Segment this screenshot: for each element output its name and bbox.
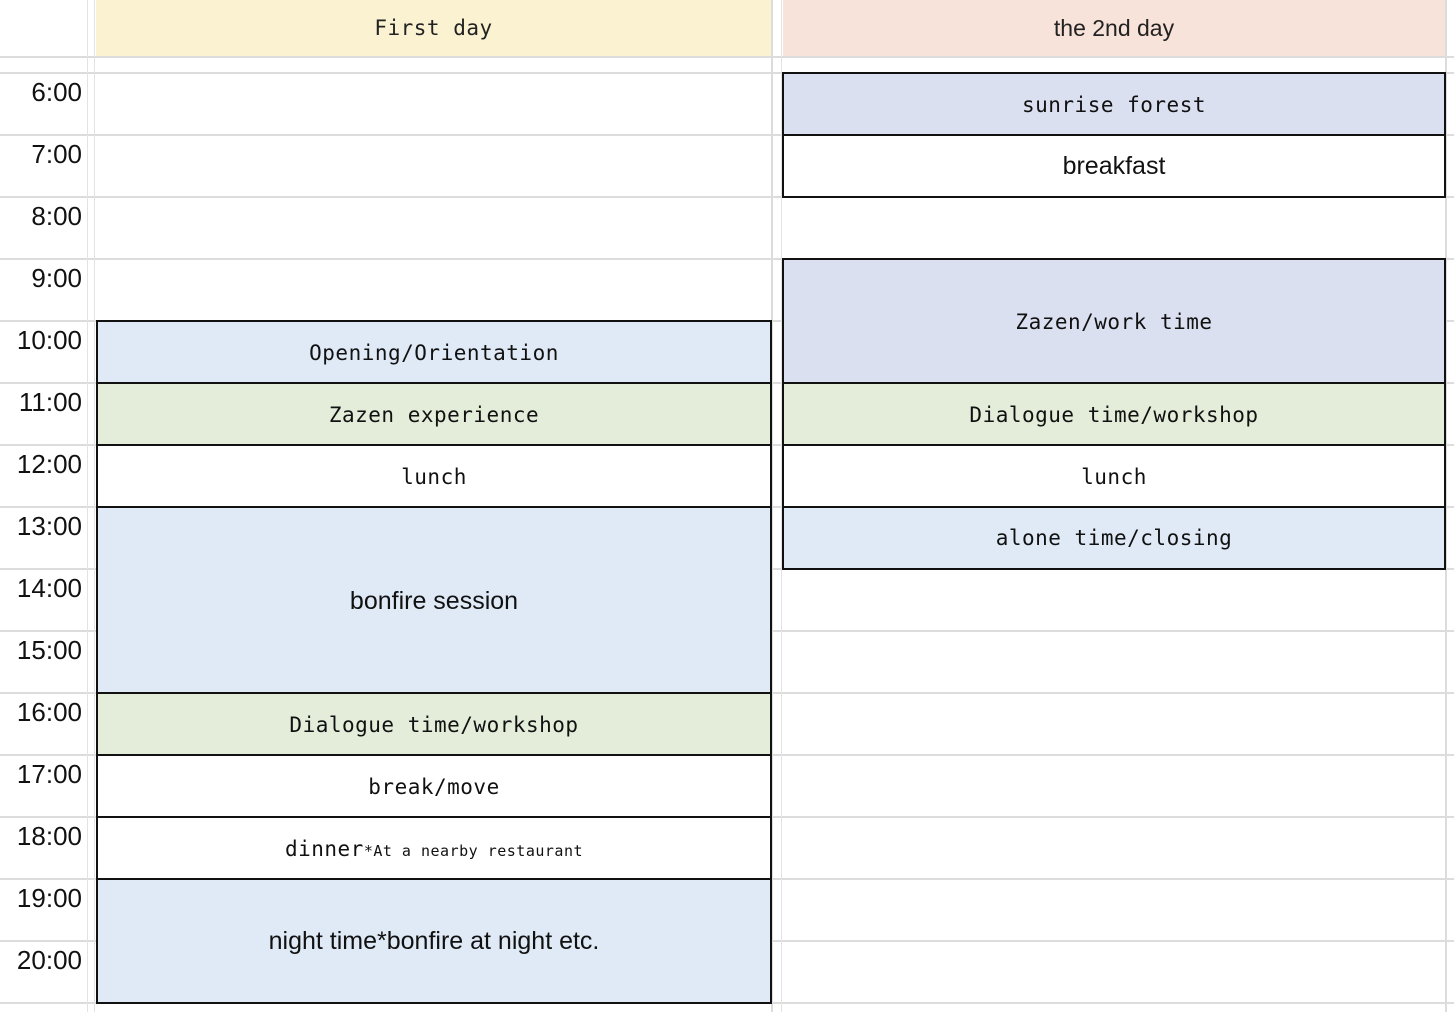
block-label: Dialogue time/workshop xyxy=(289,713,579,737)
block-label: sunrise forest xyxy=(1021,93,1206,117)
time-label: 20:00 xyxy=(16,945,82,975)
block-label: Zazen experience xyxy=(328,403,540,427)
time-label: 12:00 xyxy=(16,449,82,479)
day1-break-block[interactable] xyxy=(96,754,772,818)
block-label: alone time/closing xyxy=(995,526,1233,550)
time-label: 17:00 xyxy=(16,759,82,789)
block-label: Opening/Orientation xyxy=(309,341,559,365)
block-label: bonfire session xyxy=(349,586,519,615)
day2-header: the 2nd day xyxy=(783,0,1445,56)
block-note: *At a nearby restaurant xyxy=(363,842,584,860)
time-label: 11:00 xyxy=(18,387,82,417)
time-label: 14:00 xyxy=(16,573,82,603)
day1-zazen-block[interactable] xyxy=(96,382,772,446)
grid-line xyxy=(0,56,1454,58)
day1-dinner-block[interactable] xyxy=(96,816,772,880)
block-label: break/move xyxy=(368,775,500,799)
day2-lunch-block[interactable] xyxy=(782,444,1446,508)
day1-header: First day xyxy=(96,0,771,56)
time-label: 13:00 xyxy=(16,511,82,541)
day1-lunch-block[interactable] xyxy=(96,444,772,508)
day2-zazen-work-block[interactable] xyxy=(782,258,1446,384)
time-label: 15:00 xyxy=(16,635,82,665)
grid-line xyxy=(87,0,88,1012)
time-label: 7:00 xyxy=(31,139,82,169)
day1-bonfire-block[interactable] xyxy=(96,506,772,694)
block-label: breakfast xyxy=(1062,151,1166,180)
time-label: 8:00 xyxy=(31,201,82,231)
day1-opening-block[interactable] xyxy=(96,320,772,384)
block-label: lunch xyxy=(1081,465,1147,489)
block-label: Dialogue time/workshop xyxy=(969,403,1259,427)
block-label: lunch xyxy=(401,465,467,489)
block-label: Zazen/work time xyxy=(1015,310,1213,334)
time-label: 19:00 xyxy=(16,883,82,913)
day1-night-block[interactable] xyxy=(96,878,772,1004)
time-label: 10:00 xyxy=(16,325,82,355)
day1-dialogue-block[interactable] xyxy=(96,692,772,756)
day2-dialogue-block[interactable] xyxy=(782,382,1446,446)
time-label: 6:00 xyxy=(31,77,82,107)
time-label: 16:00 xyxy=(16,697,82,727)
day2-sunrise-block[interactable] xyxy=(782,72,1446,136)
day2-breakfast-block[interactable] xyxy=(782,134,1446,198)
time-label: 9:00 xyxy=(31,263,82,293)
block-label: dinner xyxy=(284,837,364,861)
grid-line xyxy=(94,0,95,1012)
day2-alone-block[interactable] xyxy=(782,506,1446,570)
time-label: 18:00 xyxy=(16,821,82,851)
block-label: night time*bonfire at night etc. xyxy=(268,926,600,955)
